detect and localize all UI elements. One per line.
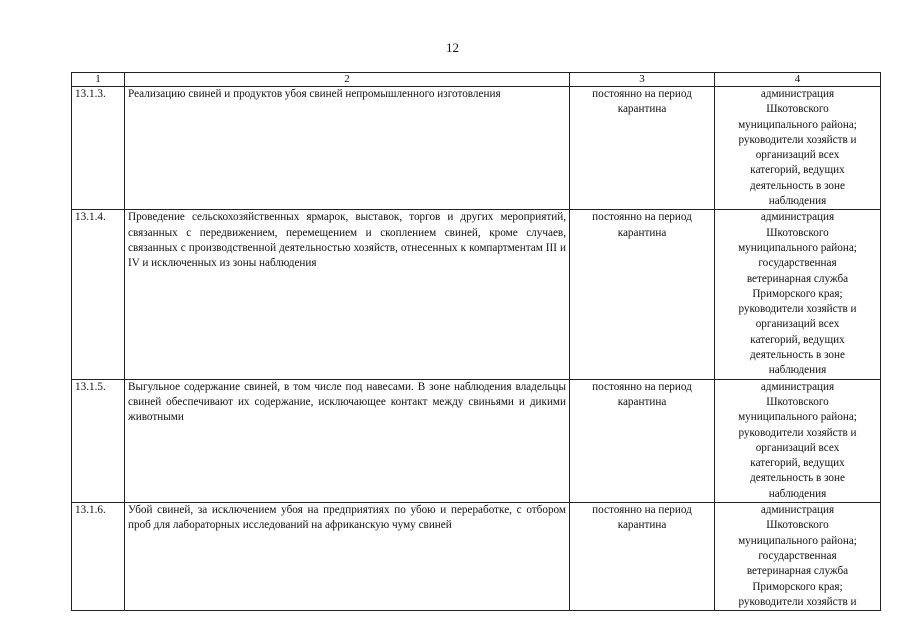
responsible-cell: [715, 379, 881, 502]
responsible-line: руководители хозяйств и: [738, 303, 857, 316]
header-cell: 3: [570, 73, 715, 87]
responsible-line: организаций всех: [755, 441, 840, 454]
responsible-line: деятельность в зоне: [750, 472, 845, 485]
period-cell: [570, 379, 715, 502]
responsible-line: администрация: [760, 380, 835, 393]
responsible-cell: [715, 210, 881, 379]
period-line: постоянно на период: [592, 88, 692, 100]
responsible-line: государственная: [758, 549, 837, 562]
responsible-cell: [715, 87, 881, 210]
period-line: постоянно на период: [592, 380, 692, 393]
period-line: постоянно на период: [592, 211, 692, 224]
header-cell: 2: [125, 73, 570, 87]
responsible-line: ветеринарная служба: [746, 272, 849, 285]
period-line: постоянно на период: [592, 504, 692, 517]
responsible-line: деятельность в зоне: [750, 179, 845, 192]
responsible-line: деятельность в зоне: [750, 349, 845, 362]
item-number: 13.1.6.: [72, 503, 125, 611]
table-header-row: [72, 73, 881, 87]
period-cell: [570, 87, 715, 210]
table-row: [72, 379, 881, 502]
responsible-line: наблюдения: [768, 364, 827, 377]
responsible-line: ветеринарная служба: [746, 565, 849, 578]
header-cell: 4: [715, 73, 881, 87]
responsible-line: муниципального района;: [738, 118, 857, 131]
responsible-line: категорий, ведущих: [750, 333, 845, 346]
responsible-line: руководители хозяйств и: [738, 133, 857, 146]
period-line: карантина: [617, 103, 667, 116]
responsible-line: наблюдения: [768, 195, 827, 208]
responsible-line: администрация: [760, 211, 835, 224]
table-row: [72, 87, 881, 210]
responsible-line: Шкотовского: [766, 395, 829, 408]
measure-text: Реализацию свиней и продуктов убоя свиней непромышленного изготовления: [125, 87, 570, 210]
responsible-cell: [715, 503, 881, 611]
responsible-line: администрация: [760, 88, 835, 100]
item-number: 13.1.5.: [72, 379, 125, 502]
measures-table: [71, 72, 881, 611]
period-cell: [570, 210, 715, 379]
item-number: 13.1.3.: [72, 87, 125, 210]
responsible-line: Шкотовского: [766, 103, 829, 116]
page-number: 12: [446, 40, 459, 55]
header-cell: 1: [72, 73, 125, 87]
period-cell: [570, 503, 715, 611]
responsible-line: организаций всех: [755, 318, 840, 331]
measure-text: Убой свиней, за исключением убоя на предприятиях по убою и переработке, с отбором проб для лабораторных исследований на африканскую чуму свиней: [125, 503, 570, 611]
responsible-line: руководители хозяйств и: [738, 426, 857, 439]
table-row: [72, 210, 881, 379]
item-number: 13.1.4.: [72, 210, 125, 379]
period-line: карантина: [617, 519, 667, 532]
responsible-line: организаций всех: [755, 149, 840, 162]
responsible-line: муниципального района;: [738, 241, 857, 254]
responsible-line: государственная: [758, 257, 837, 270]
responsible-line: Приморского края;: [752, 287, 843, 300]
period-line: карантина: [617, 395, 667, 408]
responsible-line: категорий, ведущих: [750, 457, 845, 470]
responsible-line: Шкотовского: [766, 519, 829, 532]
responsible-line: руководители хозяйств и: [738, 595, 857, 608]
responsible-line: Шкотовского: [766, 226, 829, 239]
measure-text: Выгульное содержание свиней, в том числе под навесами. В зоне наблюдения владельцы свиней обеспечивают их содержание, исключающее контакт между свиньями и дикими животными: [125, 379, 570, 502]
measure-text: Проведение сельскохозяйственных ярмарок, выставок, торгов и других мероприятий, связанных с передвижением, перемещением и скоплением свиней, кроме случаев, связанных с производственной деятельностью хозяйств, отнесенных к компартментам III и IV и исключенных из зоны наблюдения: [125, 210, 570, 379]
responsible-line: категорий, ведущих: [750, 164, 845, 177]
responsible-line: муниципального района;: [738, 411, 857, 424]
period-line: карантина: [617, 226, 667, 239]
responsible-line: Приморского края;: [752, 580, 843, 593]
table-row: [72, 503, 881, 611]
responsible-line: администрация: [760, 504, 835, 517]
responsible-line: наблюдения: [768, 487, 827, 500]
responsible-line: муниципального района;: [738, 534, 857, 547]
